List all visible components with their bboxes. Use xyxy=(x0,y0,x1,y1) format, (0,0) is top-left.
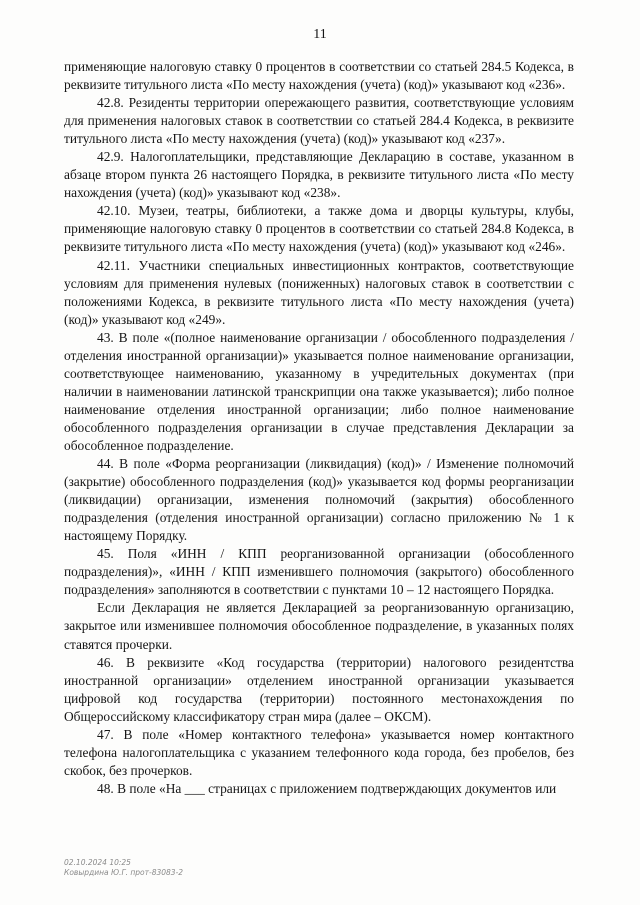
document-body xyxy=(64,58,574,798)
page-number: 11 xyxy=(313,27,327,42)
document-footer-stamp xyxy=(64,858,183,878)
paragraph-45: 45. Поля «ИНН / КПП реорганизованной организации (обособленного подразделения)», «ИНН / КПП изменившего полномочия (закрытого) обособленного подразделения» заполняются в соответствии с пунктами 10 – 12 настоящего Порядка. xyxy=(64,546,574,598)
footer-timestamp: 02.10.2024 10:25 xyxy=(64,858,131,867)
paragraph-42-8: 42.8. Резиденты территории опережающего развития, соответствующие условиям для применения налоговых ставок в соответствии со статьей 284.4 Кодекса, в реквизите титульного листа «По месту нахождения (учета) (код)» указывают код «237». xyxy=(64,95,574,147)
paragraph-continuation-236: применяющие налоговую ставку 0 процентов в соответствии со статьей 284.5 Кодекса, в реквизите титульного листа «По месту нахождения (учета) (код)» указывают код «236». xyxy=(64,59,574,93)
paragraph-43: 43. В поле «(полное наименование организации / обособленного подразделения / отделения иностранной организации)» указывается полное наименование организации, соответствующее наименованию, указанному в учредительных документах (при наличии в наименовании латинской транскрипции она также указывается); либо полное наименование отделения иностранной организации; либо полное наименование обособленного подразделения организации в случае представления Декларации за обособленное подразделение. xyxy=(64,329,574,453)
paragraph-42-10: 42.10. Музеи, театры, библиотеки, а также дома и дворцы культуры, клубы, применяющие налоговую ставку 0 процентов в соответствии со статьей 284.8 Кодекса, в реквизите титульного листа «По месту нахождения (учета) (код)» указывают код «246». xyxy=(64,203,574,255)
paragraph-42-9: 42.9. Налогоплательщики, представляющие Декларацию в составе, указанном в абзаце втором пункта 26 настоящего Порядка, в реквизите титульного листа «По месту нахождения (учета) (код)» указывают код «238». xyxy=(64,149,574,201)
paragraph-47: 47. В поле «Номер контактного телефона» указывается номер контактного телефона налогоплательщика с указанием телефонного кода города, без пробелов, без скобок, без прочерков. xyxy=(64,726,574,778)
paragraph-44: 44. В поле «Форма реорганизации (ликвидация) (код)» / Изменение полномочий (закрытие) обособленного подразделения (код)» указывается код формы реорганизации (ликвидации) организации, изменения полномочий (закрытия) обособленного подразделения (отделения иностранной организации) согласно приложению № 1 к настоящему Порядку. xyxy=(64,456,574,544)
footer-author-ref: Ковырдина Ю.Г. прот-83083-2 xyxy=(64,868,184,877)
paragraph-45-second: Если Декларация не является Декларацией за реорганизованную организацию, закрытое или изменившее полномочия обособленное подразделение, в указанных полях ставятся прочерки. xyxy=(64,600,574,652)
paragraph-46: 46. В реквизите «Код государства (территории) налогового резидентства иностранной организации» отделением иностранной организации указывается цифровой код государства (территории) постоянного местонахождения по Общероссийскому классификатору стран мира (далее – ОКСМ). xyxy=(64,654,574,724)
paragraph-48: 48. В поле «На ___ страницах с приложением подтверждающих документов или xyxy=(97,780,557,796)
paragraph-42-11: 42.11. Участники специальных инвестиционных контрактов, соответствующие условиям для применения нулевых (пониженных) налоговых ставок в соответствии с положениями Кодекса, в реквизите титульного листа «По месту нахождения (учета) (код)» указывают код «249». xyxy=(64,257,574,327)
